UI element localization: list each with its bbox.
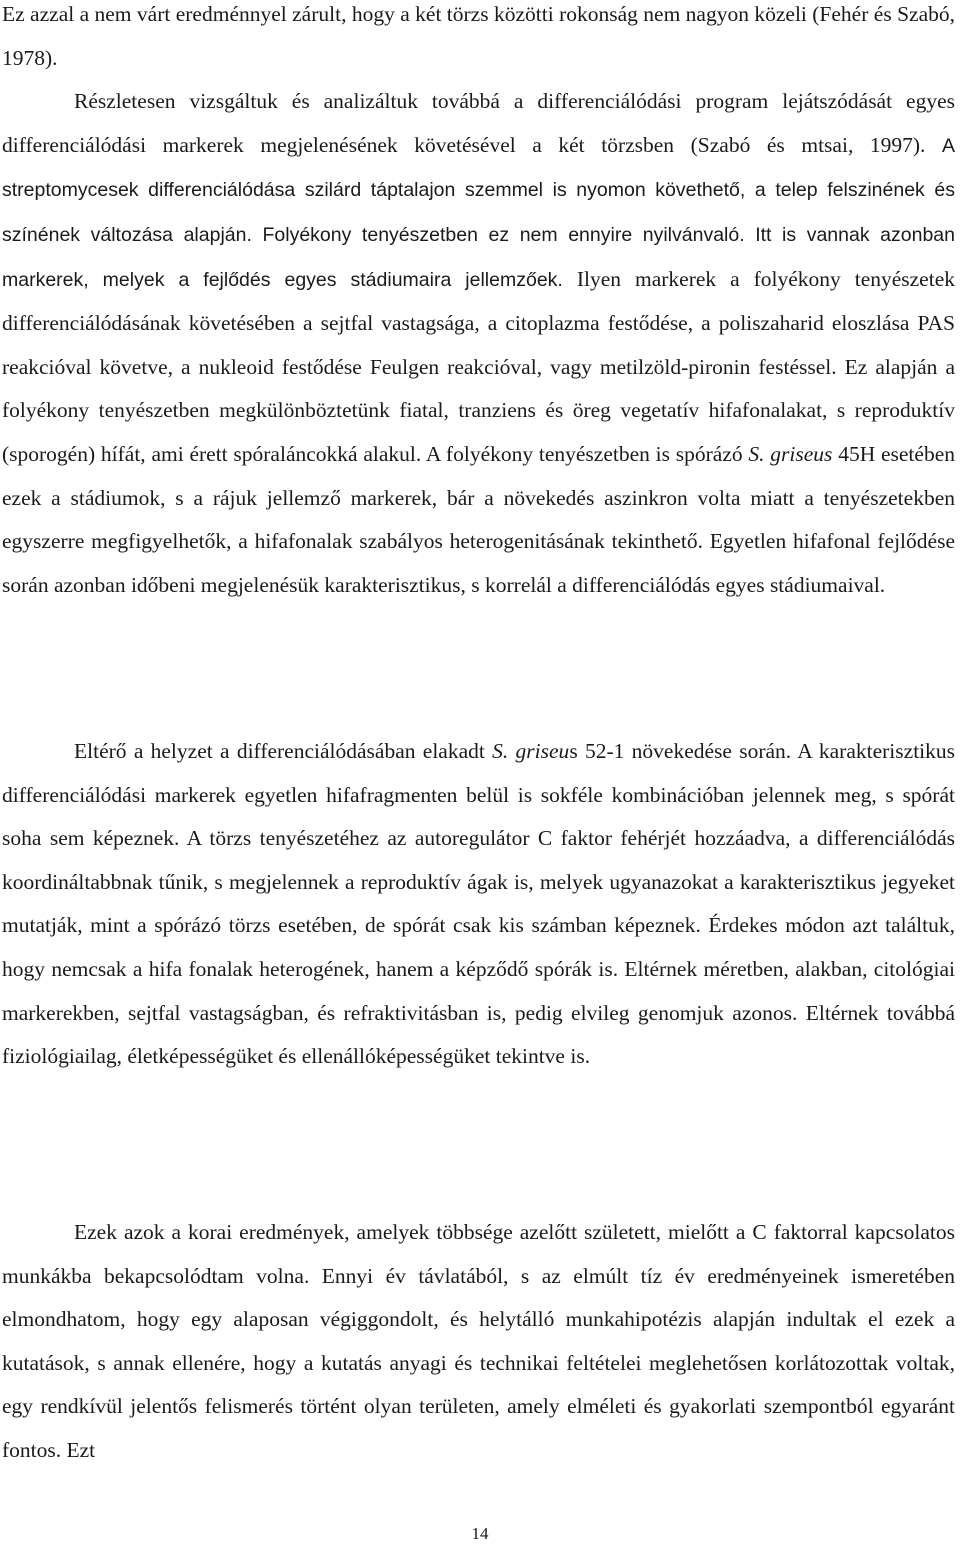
paragraph-1-tail-text: 45H esetében ezek a stádiumok, s a rájuk jellemző markerek, bár a növekedés aszinkron volta miatt a tenyészetekben egyszerre megfigyelhetők, a hifafonalak szabályos heterogenitásának tekinthető. Egyetlen hifafonal fejlődése során azonban időbeni megjelenésük karakterisztikus, s korrelál a differenciálódás egyes stádiumaival. <box>2 441 955 597</box>
body-paragraph-2 <box>2 730 955 1079</box>
paragraph-1-sans-segment: A streptomycesek differenciálódása szilárd táptalajon szemmel is nyomon követhető, a telep felszinének és színének változása alapján. Folyékony tenyészetben ez nem ennyire nyilvánvaló. Itt is vannak azonban markerek, melyek a fejlődés egyes stádiumaira jellemzőek. <box>2 134 955 291</box>
paragraph-3-text: Ezek azok a korai eredmények, amelyek többsége azelőtt született, mielőtt a C faktorral kapcsolatos munkákba bekapcsolódtam volna. Ennyi év távlatából, s az elmúlt tíz év eredményeinek ismeretében elmondhatom, hogy egy alaposan végiggondolt, és helytálló munkahipotézis alapján indultak el ezek a kutatások, s annak ellenére, hogy a kutatás anyagi és technikai feltételei meglehetősen korlátozottak voltak, egy rendkívül jelentős felismerés történt olyan területen, amely elméleti és gyakorlati szempontból egyaránt fontos. Ezt <box>2 1220 955 1462</box>
species-name-italic: S. griseu <box>492 739 570 763</box>
species-name-italic: S. griseus <box>748 441 833 466</box>
body-paragraph-1 <box>2 0 955 607</box>
paragraph-2-lead-text: Eltérő a helyzet a differenciálódásában elakadt <box>74 739 493 763</box>
paragraph-2-main-text: s 52-1 növekedése során. A karakterisztikus differenciálódási markerek egyetlen hifafragmenten belül is sokféle kombinációban jelennek meg, s spórát soha sem képeznek. A törzs tenyészetéhez az autoregulátor C faktor fehérjét hozzáadva, a differenciálódás koordináltabbnak tűnik, s megjelennek a reproduktív ágak is, melyek ugyanazokat a karakterisztikus jegyeket mutatják, mint a spórázó törzs esetében, de spórát csak kis számban képeznek. Érdekes módon azt találtuk, hogy nemcsak a hifa fonalak heterogének, hanem a képződő spórák is. Eltérnek méretben, alakban, citológiai markerekben, sejtfal vastagságban, és refraktivitásban is, pedig elvileg genomjuk azonos. Eltérnek továbbá fiziológiailag, életképességüket és ellenállóképességüket tekintve is. <box>2 739 956 1069</box>
paragraph-1-sentence-1: Ez azzal a nem várt eredménnyel zárult, hogy a két törzs közötti rokonság nem nagyon közeli (Fehér és Szabó, 1978). <box>2 2 955 70</box>
paragraph-1-main-text: Ilyen markerek a folyékony tenyészetek differenciálódásának követésében a sejtfal vastagsága, a citoplazma festődése, a poliszaharid eloszlása PAS reakcióval követve, a nukleoid festődése Feulgen reakcióval, vagy metilzöld-pironin festéssel. Ez alapján a folyékony tenyészetben megkülönböztetünk fiatal, tranziens és öreg vegetatív hifafonalakat, s reproduktív (sporogén) hífát, ami érett spóraláncokká alakul. A folyékony tenyészetben is spórázó <box>2 266 955 466</box>
paragraph-1-sentence-2: Részletesen vizsgáltuk és analizáltuk továbbá a differenciálódási program lejátszódását egyes differenciálódási markerek megjelenésének követésével a két törzsben (Szabó és mtsai, 1997). <box>2 89 955 157</box>
body-paragraph-3 <box>2 1211 955 1473</box>
page-number: 14 <box>471 1524 489 1543</box>
